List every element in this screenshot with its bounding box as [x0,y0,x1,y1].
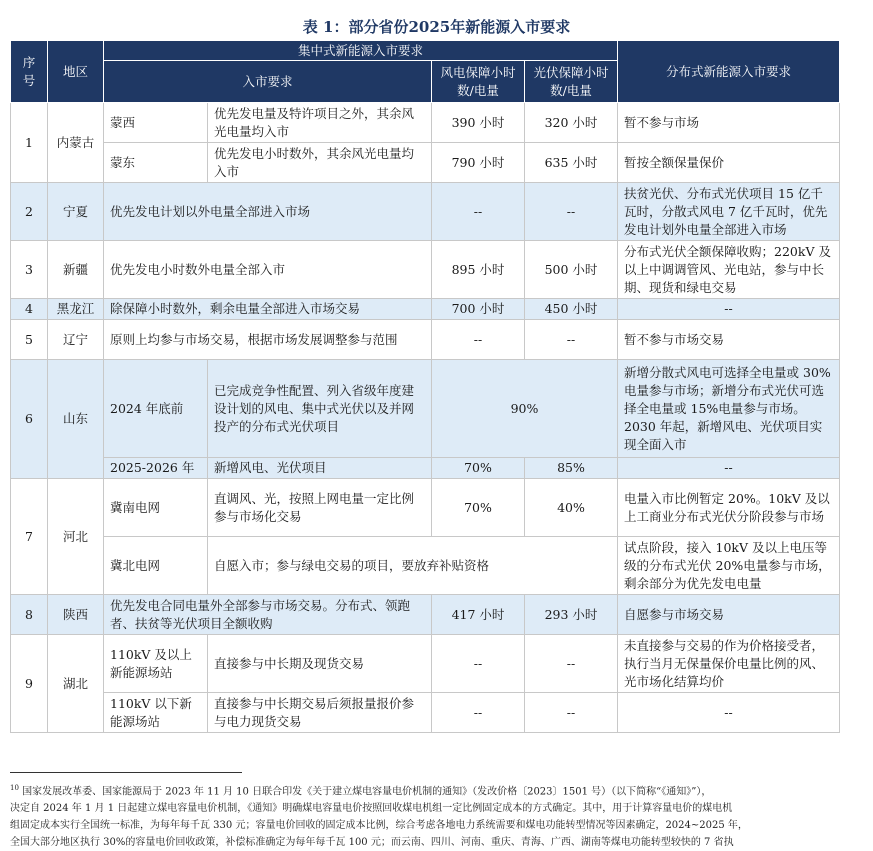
wind-hours: -- [432,183,525,241]
solar-hours: 293 小时 [525,595,618,635]
distributed-req: 暂不参与市场交易 [618,320,840,360]
footnote-line: 决定自 2024 年 1 月 1 日起建立煤电容量电价机制，《通知》明确煤电容量电价按照回收煤电机组一定比例固定成本的方式确定。其中，用于计算容量电价的煤电机 [10,803,733,815]
entry-req: 除保障小时数外，剩余电量全部进入市场交易 [104,299,432,320]
header-solar-hours: 光伏保障小时数/电量 [525,61,618,103]
solar-hours: 320 小时 [525,103,618,143]
sub-region: 2024 年底前 [104,360,208,458]
row-no: 5 [11,320,48,360]
row-region: 河北 [48,479,104,595]
footnote-line: 组固定成本实行全国统一标准，为每年每千瓦 330 元；容量电价回收的固定成本比例，综合考虑各地电力系统需要和煤电功能转型情况等因素确定，2024~2025 年， [10,820,748,832]
row-region: 湖北 [48,635,104,733]
distributed-req: 新增分散式风电可选择全电量或 30%电量参与市场；新增分布式光伏可选择全电量或 15%电量参与市场。2030 年起，新增风电、光伏项目实现全面入市 [618,360,840,458]
row-no: 3 [11,241,48,299]
header-centralized: 集中式新能源入市要求 [104,41,618,61]
sub-region: 蒙西 [104,103,208,143]
row-region: 山东 [48,360,104,479]
wind-hours: 790 小时 [432,143,525,183]
solar-hours: -- [525,183,618,241]
footnote-divider [10,772,242,773]
row-region: 辽宁 [48,320,104,360]
entry-req: 原则上均参与市场交易，根据市场发展调整参与范围 [104,320,432,360]
footnote [10,780,870,851]
sub-region: 蒙东 [104,143,208,183]
row-no: 1 [11,103,48,183]
row-region: 内蒙古 [48,103,104,183]
entry-req: 优先发电小时数外电量全部入市 [104,241,432,299]
entry-req: 新增风电、光伏项目 [208,458,432,479]
distributed-req: -- [618,299,840,320]
distributed-req: 未直接参与交易的作为价格接受者，执行当月无保量保价电量比例的风、光市场化结算均价 [618,635,840,693]
wind-hours: 700 小时 [432,299,525,320]
header-wind-hours: 风电保障小时数/电量 [432,61,525,103]
solar-hours: -- [525,320,618,360]
distributed-req: -- [618,693,840,733]
entry-req: 优先发电合同电量外全部参与市场交易。分布式、领跑者、扶贫等光伏项目全额收购 [104,595,432,635]
sub-region: 2025-2026 年 [104,458,208,479]
row-no: 9 [11,635,48,733]
solar-hours: 450 小时 [525,299,618,320]
footnote-line: 全国大部分地区执行 30%的容量电价回收政策，补偿标准确定为每年每千瓦 100 元；而云南、四川、河南、重庆、青海、广西、湖南等煤电功能转型较快的 7 省执 [10,837,734,849]
wind-hours: -- [432,635,525,693]
solar-hours: 635 小时 [525,143,618,183]
row-region: 陕西 [48,595,104,635]
row-region: 新疆 [48,241,104,299]
entry-req: 自愿入市；参与绿电交易的项目，要放弃补贴资格 [208,537,618,595]
sub-region: 冀北电网 [104,537,208,595]
solar-hours: -- [525,635,618,693]
entry-req: 已完成竞争性配置、列入省级年度建设计划的风电、集中式光伏以及并网投产的分布式光伏项目 [208,360,432,458]
row-region: 黑龙江 [48,299,104,320]
table-title: 表 1：部分省份2025年新能源入市要求 [302,18,571,36]
distributed-req: 扶贫光伏、分布式光伏项目 15 亿千瓦时，分散式风电 7 亿千瓦时，优先发电计划外电量全部进入市场 [618,183,840,241]
distributed-req: 暂不参与市场 [618,103,840,143]
wind-hours: 390 小时 [432,103,525,143]
sub-region: 冀南电网 [104,479,208,537]
distributed-req: 电量入市比例暂定 20%。10kV 及以上工商业分布式光伏分阶段参与市场 [618,479,840,537]
wind-hours: 895 小时 [432,241,525,299]
distributed-req: -- [618,458,840,479]
header-region: 地区 [48,41,104,103]
solar-hours: 85% [525,458,618,479]
wind-hours: 70% [432,458,525,479]
footnote-mark: 10 [10,784,19,792]
solar-hours: 500 小时 [525,241,618,299]
wind-hours: 417 小时 [432,595,525,635]
entry-req: 直调风、光，按照上网电量一定比例参与市场化交易 [208,479,432,537]
entry-req: 优先发电计划以外电量全部进入市场 [104,183,432,241]
row-no: 6 [11,360,48,479]
row-no: 2 [11,183,48,241]
footnote-line: $^{10}$ 国家发展改革委、国家能源局于 2023 年 11 月 10 日联合印发《关于建立煤电容量电价机制的通知》（发改价格〔2023〕1501 号）（以下简称“《通知》”）， [10,784,712,798]
row-no: 4 [11,299,48,320]
distributed-req: 分布式光伏全额保障收购；220kV 及以上中调调管风、光电站，参与中长期、现货和绿电交易 [618,241,840,299]
wind-hours: 70% [432,479,525,537]
solar-hours: 40% [525,479,618,537]
entry-req: 直接参与中长期及现货交易 [208,635,432,693]
wind-hours: -- [432,320,525,360]
distributed-req: 试点阶段，接入 10kV 及以上电压等级的分布式光伏 20%电量参与市场，剩余部分为优先发电电量 [618,537,840,595]
requirements-table [10,40,840,733]
entry-req: 直接参与中长期交易后须报量报价参与电力现货交易 [208,693,432,733]
wind-solar-merged: 90% [432,360,618,458]
header-no: 序号 [11,41,48,103]
entry-req: 优先发电小时数外，其余风光电量均入市 [208,143,432,183]
solar-hours: -- [525,693,618,733]
wind-hours: -- [432,693,525,733]
row-no: 7 [11,479,48,595]
distributed-req: 暂按全额保量保价 [618,143,840,183]
header-entry-req: 入市要求 [104,61,432,103]
row-region: 宁夏 [48,183,104,241]
entry-req: 优先发电量及特许项目之外，其余风光电量均入市 [208,103,432,143]
sub-region: 110kV 及以上新能源场站 [104,635,208,693]
distributed-req: 自愿参与市场交易 [618,595,840,635]
header-distributed: 分布式新能源入市要求 [618,41,840,103]
sub-region: 110kV 以下新能源场站 [104,693,208,733]
row-no: 8 [11,595,48,635]
